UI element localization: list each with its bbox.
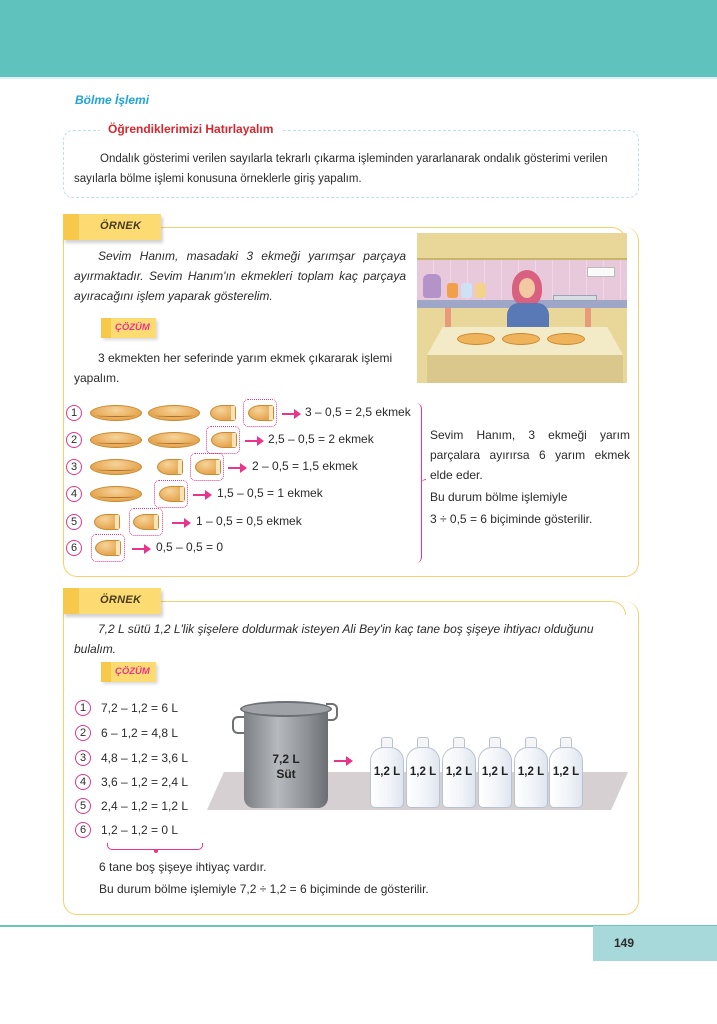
step-number: 1 xyxy=(75,700,91,716)
step-equation: 2,4 – 1,2 = 1,2 L xyxy=(101,799,189,813)
pot-rim xyxy=(240,701,332,717)
remember-title: Öğrendiklerimizi Hatırlayalım xyxy=(100,122,281,136)
step-equation: 2 – 0,5 = 1,5 ekmek xyxy=(252,459,358,473)
bottle-label: 1,2 L xyxy=(517,766,545,778)
remember-text: Ondalık gösterimi verilen sayılarla tekrarlı çıkarma işleminden yararlanarak ondalık gösterimi verilen sayılarla bölme işlemi konusuna örneklerle giriş yapalım. xyxy=(74,153,608,185)
arrow-icon xyxy=(172,522,186,524)
step-equation: 1 – 0,5 = 0,5 ekmek xyxy=(196,514,302,528)
step-number: 3 xyxy=(66,459,82,475)
arrow-icon xyxy=(334,760,348,762)
arrow-icon xyxy=(193,494,207,496)
bread-icon xyxy=(502,333,540,345)
kitchen-illustration xyxy=(417,233,627,383)
arrow-icon xyxy=(228,467,242,469)
step-equation: 7,2 – 1,2 = 6 L xyxy=(101,701,179,715)
bread-half-icon xyxy=(133,514,159,530)
example-tag xyxy=(63,588,161,614)
bread-half-icon xyxy=(94,514,120,530)
bottle-label: 1,2 L xyxy=(481,766,509,778)
pot-volume: 7,2 L xyxy=(272,752,300,766)
bread-half-icon xyxy=(210,405,236,421)
conclusion-text: Bu durum bölme işlemiyle 7,2 ÷ 1,2 = 6 biçiminde de gösterilir. xyxy=(99,882,429,896)
bread-icon xyxy=(547,333,585,345)
step-row xyxy=(75,750,188,766)
step-number: 4 xyxy=(66,486,82,502)
step-row xyxy=(75,700,178,716)
step-equation: 1,5 – 0,5 = 1 ekmek xyxy=(217,486,323,500)
pot-handle xyxy=(326,703,338,721)
step-number: 2 xyxy=(66,432,82,448)
page-number-box xyxy=(593,926,717,961)
top-banner xyxy=(0,0,717,79)
bread-icon xyxy=(457,333,495,345)
step-row xyxy=(75,725,178,741)
step-equation: 3 – 0,5 = 2,5 ekmek xyxy=(305,405,411,419)
example-tag-label: ÖRNEK xyxy=(100,594,142,606)
pot-content: Süt xyxy=(276,767,296,781)
bread-whole-icon xyxy=(90,459,142,475)
example1-solution-intro: 3 ekmekten her seferinde yarım ekmek çıkararak işlemi yapalım. xyxy=(74,351,393,385)
pot-label xyxy=(244,752,328,782)
right-brace xyxy=(412,403,422,563)
step-equation: 2,5 – 0,5 = 2 ekmek xyxy=(268,432,374,446)
example2-conclusion xyxy=(99,856,429,900)
bottle-icon xyxy=(478,737,512,808)
bread-half-icon xyxy=(195,459,221,475)
step-number: 1 xyxy=(66,405,82,421)
step-row xyxy=(66,537,82,559)
bread-half-icon xyxy=(211,432,237,448)
step-row xyxy=(66,456,82,478)
bottle-label: 1,2 L xyxy=(552,766,580,778)
example-tag xyxy=(63,214,161,240)
bread-whole-icon xyxy=(90,405,142,421)
bottle-icon xyxy=(406,737,440,808)
sink-icon xyxy=(553,295,597,301)
example1-conclusion xyxy=(430,425,630,529)
step-number: 5 xyxy=(66,514,82,530)
arrow-icon xyxy=(245,440,259,442)
step-equation: 1,2 – 1,2 = 0 L xyxy=(101,823,179,837)
bread-half-icon xyxy=(248,405,274,421)
step-number: 5 xyxy=(75,798,91,814)
bottle-icon xyxy=(442,737,476,808)
bottle-icon xyxy=(514,737,548,808)
bread-whole-icon xyxy=(90,432,142,448)
step-equation: 4,8 – 1,2 = 3,6 L xyxy=(101,751,189,765)
kettle-icon xyxy=(423,274,441,298)
bread-whole-icon xyxy=(148,432,200,448)
step-row xyxy=(66,483,82,505)
step-equation: 6 – 1,2 = 4,8 L xyxy=(101,726,179,740)
bread-whole-icon xyxy=(148,405,200,421)
step-equation: 0,5 – 0,5 = 0 xyxy=(156,540,224,554)
example-tag-label: ÖRNEK xyxy=(100,220,142,232)
step-number: 2 xyxy=(75,725,91,741)
bottle-label: 1,2 L xyxy=(409,766,437,778)
step-equation: 3,6 – 1,2 = 2,4 L xyxy=(101,775,189,789)
conclusion-text: 3 ÷ 0,5 = 6 biçiminde gösterilir. xyxy=(430,512,593,526)
step-row xyxy=(75,822,178,838)
bottle-label: 1,2 L xyxy=(445,766,473,778)
bread-half-icon xyxy=(157,459,183,475)
step-row xyxy=(75,774,188,790)
bottle-icon xyxy=(370,737,404,808)
solution-tag-label: ÇÖZÜM xyxy=(115,322,150,333)
step-number: 4 xyxy=(75,774,91,790)
bread-whole-icon xyxy=(90,486,142,502)
arrow-icon xyxy=(282,413,296,415)
step-row xyxy=(66,511,82,533)
step-number: 6 xyxy=(66,540,82,556)
step-row xyxy=(66,429,82,451)
page-number: 149 xyxy=(614,936,635,950)
step-number: 3 xyxy=(75,750,91,766)
example2-question: 7,2 L sütü 1,2 L'lik şişelere doldurmak isteyen Ali Bey'in kaç tane boş şişeye ihtiyacı olduğunu bulalım. xyxy=(74,622,594,656)
bottom-brace xyxy=(107,843,203,850)
bottle-label: 1,2 L xyxy=(373,766,401,778)
solution-tag-label: ÇÖZÜM xyxy=(115,666,150,677)
bread-half-icon xyxy=(159,486,185,502)
step-row xyxy=(66,402,82,424)
solution-tag xyxy=(101,662,156,682)
conclusion-text: 6 tane boş şişeye ihtiyaç vardır. xyxy=(99,860,267,874)
conclusion-text: Bu durum bölme işlemiyle xyxy=(430,490,568,504)
section-title: Bölme İşlemi xyxy=(75,93,150,107)
conclusion-text: Sevim Hanım, 3 ekmeği yarım parçalara ayırırsa 6 yarım ekmek elde eder. xyxy=(430,428,630,482)
arrow-icon xyxy=(132,548,146,550)
example1-question: Sevim Hanım, masadaki 3 ekmeği yarımşar parçaya ayırmaktadır. Sevim Hanım'ın ekmekleri toplam kaç parçaya ayıracağını işlem yaparak gösterelim. xyxy=(74,249,406,303)
step-number: 6 xyxy=(75,822,91,838)
card-border xyxy=(160,601,626,615)
step-row xyxy=(75,798,188,814)
solution-tag xyxy=(101,318,156,338)
bottle-icon xyxy=(549,737,583,808)
bread-half-icon xyxy=(95,540,121,556)
